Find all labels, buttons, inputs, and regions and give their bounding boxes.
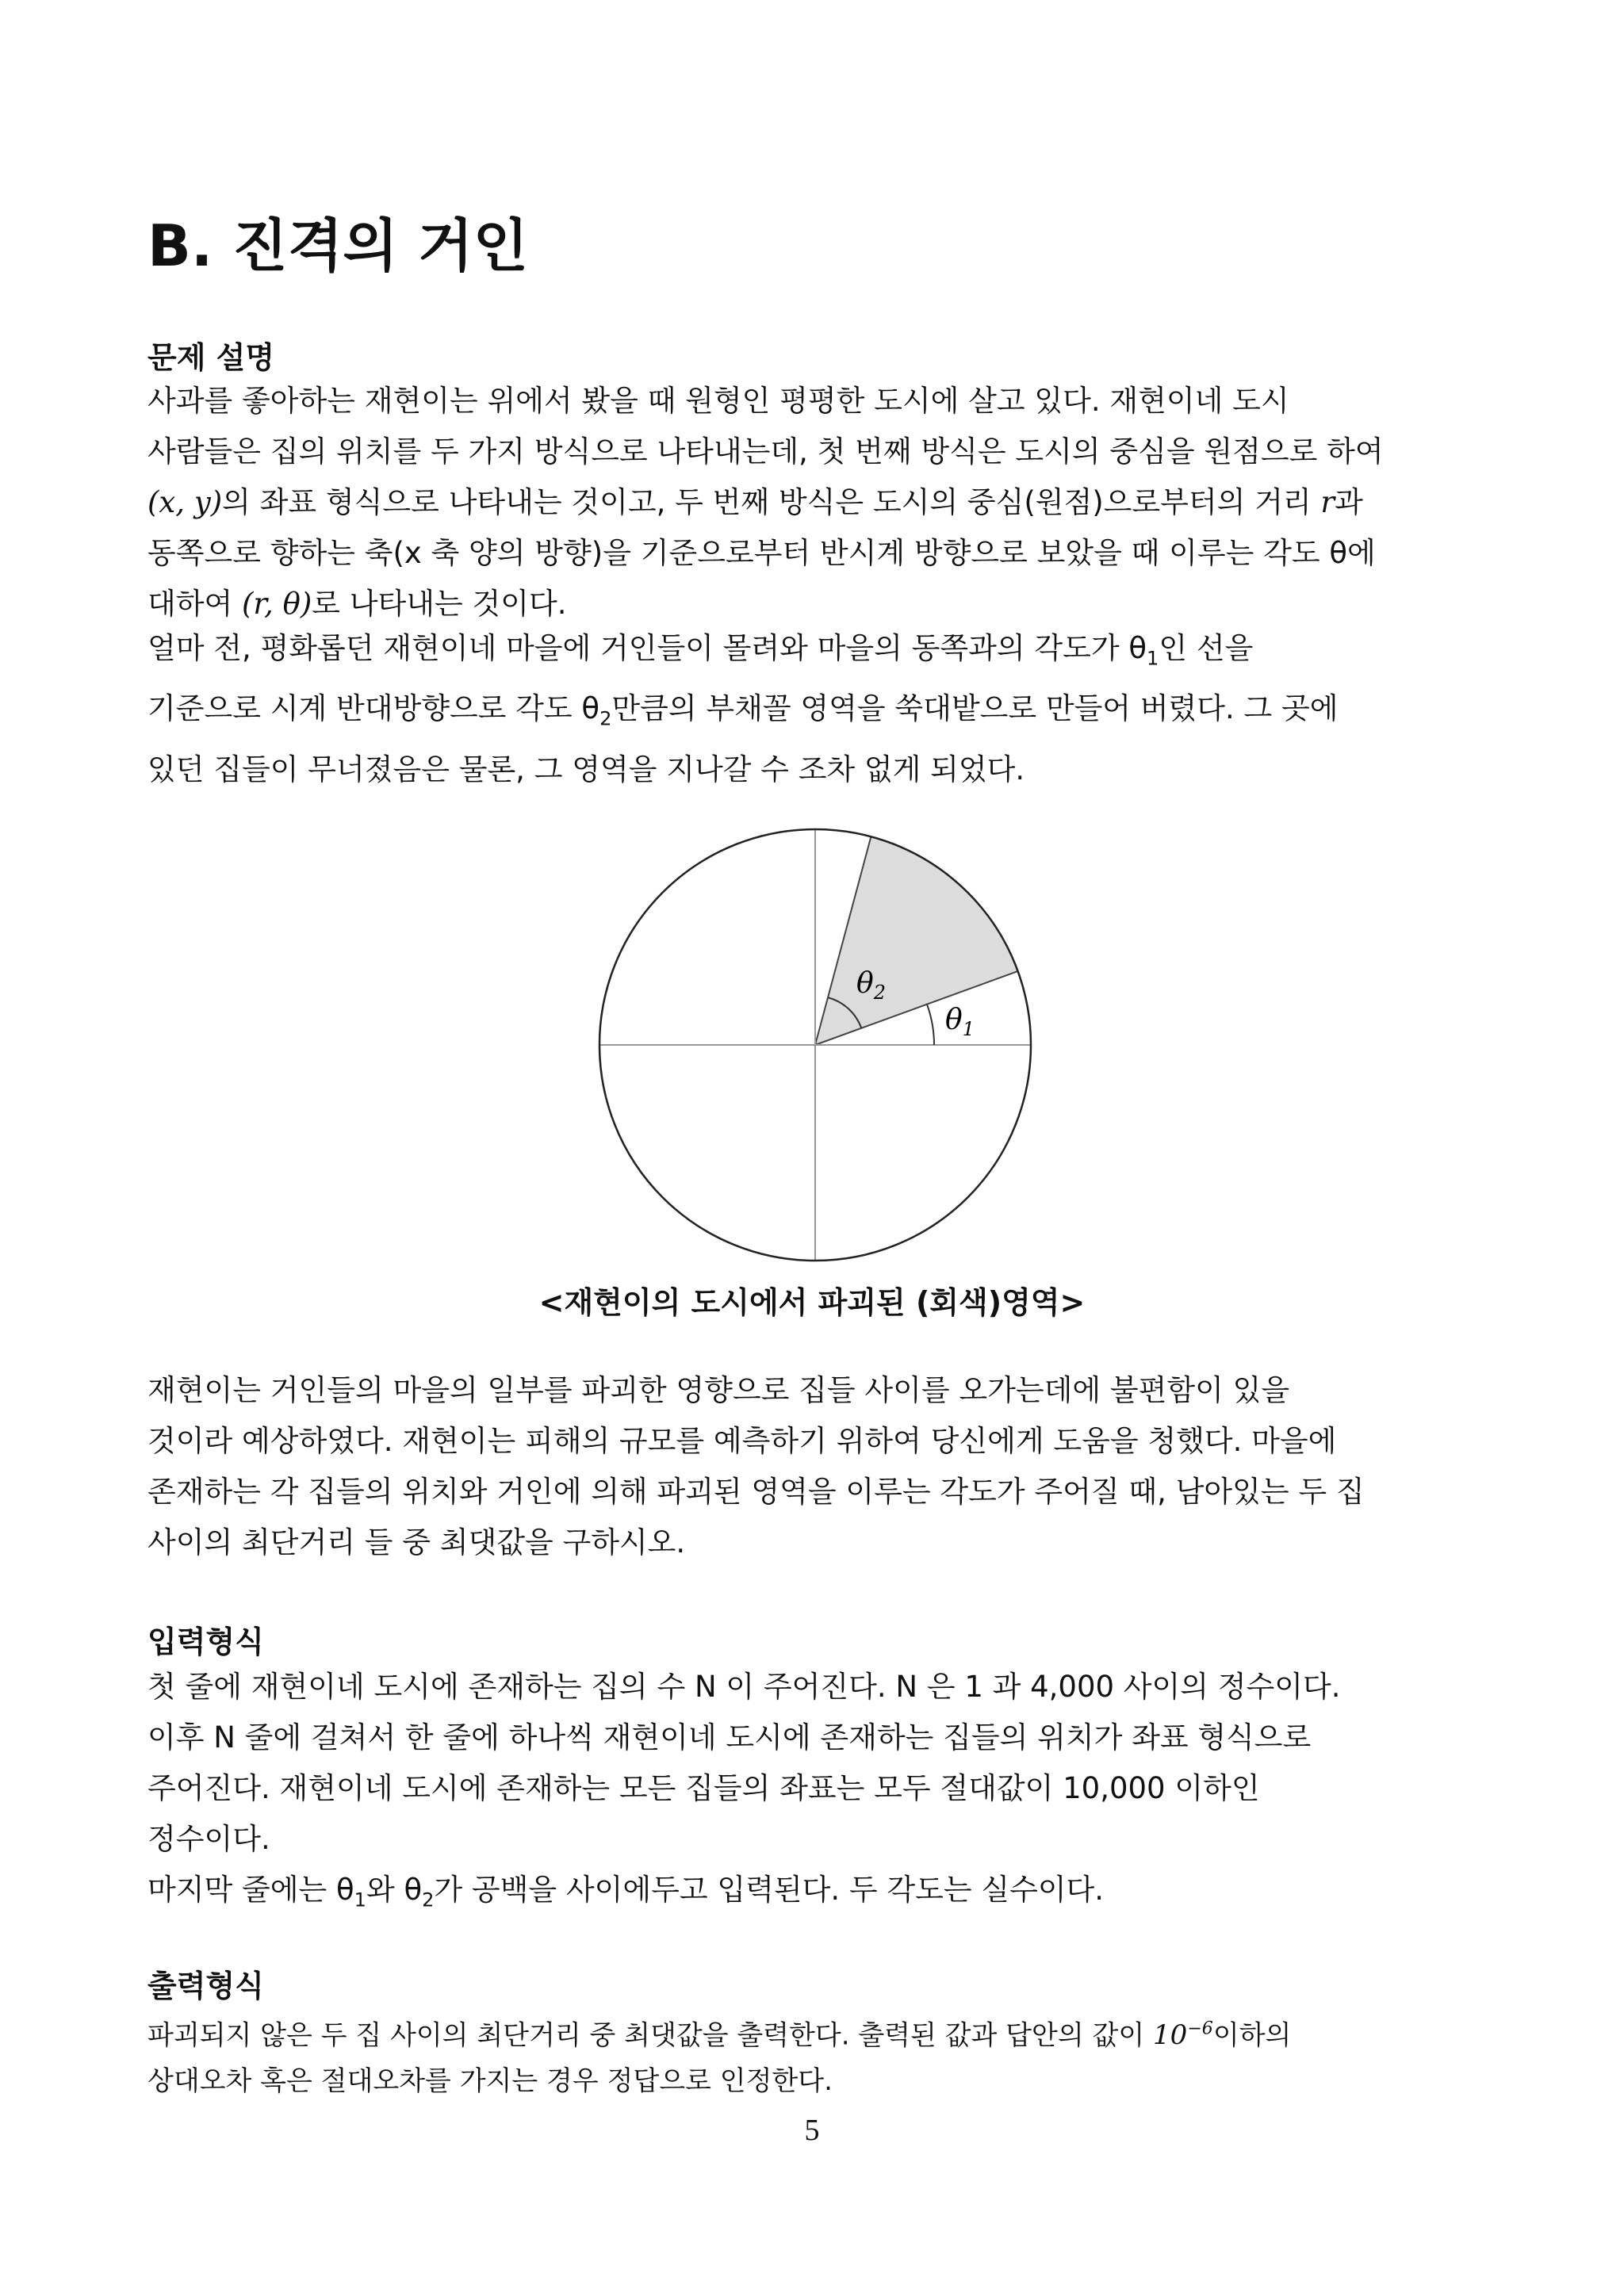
text-line: 사람들은 집의 위치를 두 가지 방식으로 나타내는데, 첫 번째 방식은 도시의 중심을 원점으로 하여 xyxy=(147,434,1384,469)
text-line: (x, y)의 좌표 형식으로 나타내는 것이고, 두 번째 방식은 도시의 중심(원점)으로부터의 거리 r과 xyxy=(147,485,1363,519)
text-line: 상대오차 혹은 절대오차를 가지는 경우 정답으로 인정한다. xyxy=(147,2065,833,2098)
page-number: 5 xyxy=(804,2114,820,2147)
text-line: 주어진다. 재현이네 도시에 존재하는 모든 집들의 좌표는 모두 절대값이 10,000 이하인 xyxy=(147,1771,1260,1805)
math-r-theta: (r, θ) xyxy=(242,587,312,621)
section-heading-description: 문제 설명 xyxy=(147,340,275,375)
math-xy: (x, y) xyxy=(147,485,223,519)
text-line: 것이라 예상하였다. 재현이는 피해의 규모를 예측하기 위하여 당신에게 도움을 청했다. 마을에 xyxy=(147,1424,1337,1458)
task-paragraph xyxy=(147,1365,1496,1568)
section-heading-input: 입력형식 xyxy=(147,1624,264,1659)
text-line: 재현이는 거인들의 마을의 일부를 파괴한 영향으로 집들 사이를 오가는데에 불편함이 있을 xyxy=(147,1373,1290,1407)
destroyed-sector xyxy=(815,836,1018,1045)
text-line: 기준으로 시계 반대방향으로 각도 $\theta_2$만큼의 부채꼴 영역을 쑥대밭으로 만들어 버렸다. 그 곳에 xyxy=(147,691,1339,730)
theta1-arc xyxy=(927,1004,934,1045)
text-line: 있던 집들이 무너졌음은 물론, 그 영역을 지나갈 수 조차 없게 되었다. xyxy=(147,752,1025,786)
text-line: 파괴되지 않은 두 집 사이의 최단거리 중 최댓값을 출력한다. 출력된 값과 답안의 값이 $10^{-6}$이하의 xyxy=(147,2019,1292,2052)
text-line: 동쪽으로 향하는 축(x 축 양의 방향)을 기준으로부터 반시계 방향으로 보았을 때 이루는 각도 θ에 xyxy=(147,536,1376,570)
theta2-label: $\theta_2$ xyxy=(856,967,886,1004)
text-line: 대하여 (r, θ)로 나타내는 것이다. xyxy=(147,587,567,621)
input-paragraph xyxy=(147,1662,1496,1925)
theta1-label: $\theta_1$ xyxy=(945,1004,975,1040)
text-line: 사이의 최단거리 들 중 최댓값을 구하시오. xyxy=(147,1525,686,1559)
text-line: 사과를 좋아하는 재현이는 위에서 봤을 때 원형인 평평한 도시에 살고 있다. 재현이네 도시 xyxy=(147,384,1289,418)
math-r: r xyxy=(1320,485,1335,519)
text-line: 마지막 줄에는 $\theta_1$와 $\theta_2$가 공백을 사이에두고 입력된다. 두 각도는 실수이다. xyxy=(147,1873,1105,1911)
section-heading-output: 출력형식 xyxy=(147,1969,264,2003)
output-paragraph xyxy=(147,2006,1496,2104)
text-line: 첫 줄에 재현이네 도시에 존재하는 집의 수 N 이 주어진다. N 은 1 과 4,000 사이의 정수이다. xyxy=(147,1670,1341,1704)
text-line: 얼마 전, 평화롭던 재현이네 마을에 거인들이 몰려와 마을의 동쪽과의 각도가 $\theta_1$인 선을 xyxy=(147,631,1254,670)
figure-caption: <재현이의 도시에서 파괴된 (회색)영역> xyxy=(538,1285,1086,1320)
math-power: $10^{-6}$ xyxy=(1153,2019,1213,2052)
text-line: 존재하는 각 집들의 위치와 거인에 의해 파괴된 영역을 이루는 각도가 주어질 때, 남아있는 두 집 xyxy=(147,1475,1365,1509)
text-line: 정수이다. xyxy=(147,1822,270,1856)
problem-title: B. 진격의 거인 xyxy=(147,212,529,279)
text-line: 이후 N 줄에 걸쳐서 한 줄에 하나씩 재현이네 도시에 존재하는 집들의 위치가 좌표 형식으로 xyxy=(147,1720,1312,1755)
